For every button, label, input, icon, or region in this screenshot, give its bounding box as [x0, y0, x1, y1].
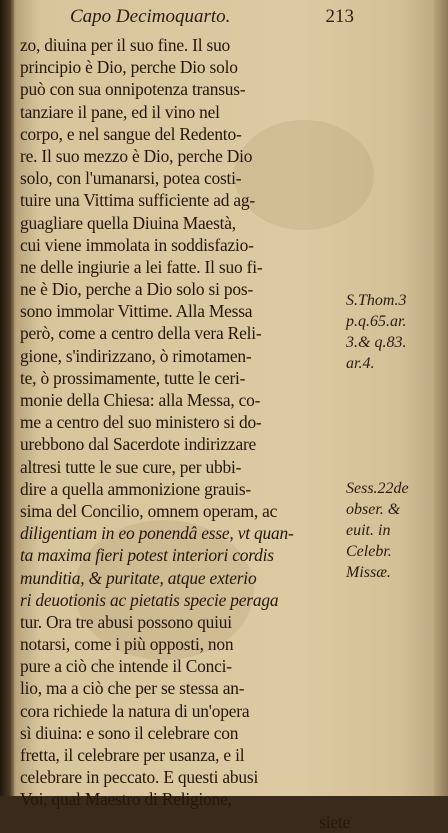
text-line: ne delle ingiurie a lei fatte. Il suo fi- — [20, 256, 263, 277]
text-line: solo, con l'umanarsi, potea costi- — [20, 168, 242, 189]
sidenote-line: p.q.65.ar. — [346, 313, 407, 330]
text-line: monie della Chiesa: alla Messa, co- — [20, 390, 261, 410]
text-line: notarsi, come i più opposti, non — [20, 634, 234, 655]
text-line: principio è Dio, perche Dio solo — [20, 57, 238, 78]
text-line: tur. Ora tre abusi possono quiui — [20, 611, 232, 632]
sidenote-line: Celebr. — [346, 543, 392, 560]
text-line: sì diuina: e sono il celebrare con — [20, 722, 239, 743]
sidenote-line: ar.4. — [346, 355, 375, 372]
text-line: tuire una Vittima sufficiente ad ag- — [20, 190, 255, 211]
text-line: siete — [319, 811, 350, 832]
sidenote-line: S.Thom.3 — [346, 292, 407, 309]
text-line: cora richiede la natura di un'opera — [20, 700, 250, 721]
text-line: ne è Dio, perche a Dio solo si pos- — [20, 279, 254, 300]
text-line: lio, ma a ciò che per se stessa an- — [20, 678, 245, 699]
text-line: sono immolar Vittime. Alla Messa — [20, 301, 253, 322]
text-line: sima del Concilio, omnem operam, ac — [20, 500, 278, 521]
text-line: guagliare quella Diuina Maestà, — [20, 212, 236, 233]
sidenote-line: Sess.22de — [346, 480, 409, 497]
text-line: può con sua onnipotenza transus- — [20, 79, 246, 100]
text-line: re. Il suo mezzo è Dio, perche Dio — [20, 145, 253, 166]
text-line: ta maxima fieri potest interiori cordis — [20, 545, 274, 566]
text-line: Voi, qual Maestro di Religione, — [20, 789, 232, 810]
page-number: 213 — [325, 6, 354, 27]
sidenote-session — [346, 478, 430, 583]
sidenote-line: euit. in — [346, 522, 391, 539]
text-line: me a centro del suo ministero si do- — [20, 412, 262, 433]
text-line: gione, s'indirizzano, ò rimotamen- — [20, 345, 252, 366]
page — [14, 0, 434, 832]
text-line: pure a ciò che intende il Conci- — [20, 656, 232, 677]
text-line: zo, diuina per il suo fine. Il suo — [20, 35, 231, 55]
sidenote-thomas — [346, 290, 430, 374]
text-line: diligentiam in eo ponendâ esse, vt quan- — [20, 523, 294, 544]
text-line: fretta, il celebrare per usanza, e il — [20, 745, 245, 765]
sidenote-line: Missæ. — [346, 564, 391, 581]
text-line: tanziare il pane, ed il vino nel — [20, 101, 220, 122]
running-header — [14, 6, 354, 28]
text-line: altresi tutte le sue cure, per ubbi- — [20, 456, 242, 477]
text-line: dire a quella ammonizione grauis- — [20, 478, 251, 499]
text-line: cui viene immolata in soddisfazio- — [20, 234, 254, 255]
text-line: corpo, e nel sangue del Redento- — [20, 123, 242, 144]
sidenote-line: 3.& q.83. — [346, 334, 407, 351]
text-line: ri deuotionis ac pietatis specie peraga — [20, 589, 279, 610]
text-line: te, ò prossimamente, tutte le ceri- — [20, 367, 246, 388]
facing-page-edge — [434, 0, 448, 796]
book-gutter — [0, 0, 14, 796]
text-line: celebrare in peccato. E questi abusi — [20, 767, 259, 788]
text-line: però, come a centro della vera Reli- — [20, 323, 262, 344]
body-text — [20, 34, 358, 833]
sidenote-line: obser. & — [346, 501, 401, 518]
text-line: urebbono dal Sacerdote indirizzare — [20, 434, 257, 455]
header-title: Capo Decimoquarto. — [70, 6, 231, 27]
text-line: munditia, & puritate, atque exterio — [20, 567, 257, 588]
